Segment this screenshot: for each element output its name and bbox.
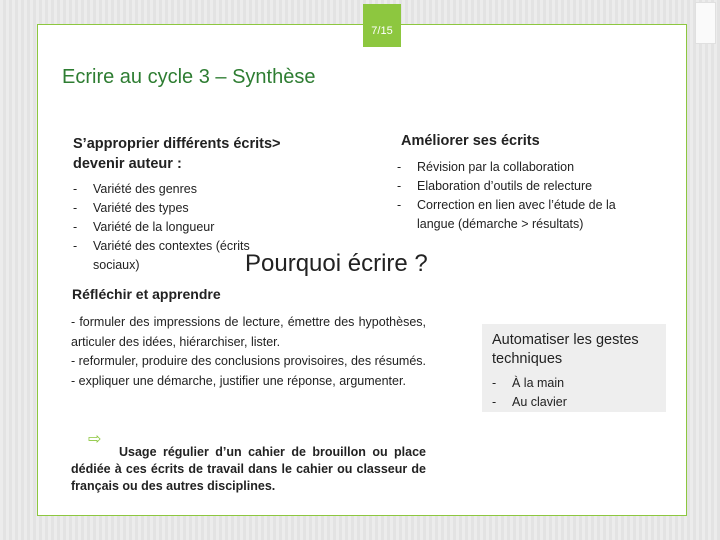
arrow-right-icon: ⇨ — [88, 431, 102, 448]
left-heading-line2: devenir auteur : — [73, 156, 182, 172]
usage-note: Usage régulier d’un cahier de brouillon ou place dédiée à ces écrits de travail dans le cahier ou classeur de français ou des autres disciplines. — [71, 445, 426, 493]
central-question: Pourquoi écrire ? — [245, 250, 428, 277]
list-item: - Révision par la collaboration — [397, 160, 575, 174]
slide-number: 7/15 — [371, 25, 393, 37]
reflechir-text — [71, 313, 426, 391]
reflechir-line: - formuler des impressions de lecture, émettre des hypothèses, articuler des idées, hiérarchiser, lister. — [71, 315, 426, 349]
list-item: - Au clavier — [492, 395, 567, 409]
slide-title: Ecrire au cycle 3 – Synthèse — [62, 66, 316, 88]
left-heading-line1: S’approprier différents écrits> — [73, 136, 281, 152]
list-item: - Variété des contextes (écrits sociaux) — [73, 239, 250, 272]
automatiser-list — [492, 374, 662, 412]
list-item: - Elaboration d’outils de relecture — [397, 179, 593, 193]
list-item: - Correction en lien avec l’étude de la langue (démarche > résultats) — [397, 198, 616, 231]
reflechir-heading: Réfléchir et apprendre — [72, 286, 221, 302]
corner-tab — [695, 2, 716, 44]
list-item: - Variété des genres — [73, 182, 197, 196]
reflechir-line: - reformuler, produire des conclusions provisoires, des résumés. — [71, 354, 427, 368]
reflechir-line: - expliquer une démarche, justifier une réponse, argumenter. — [71, 373, 406, 388]
list-item: - Variété des types — [73, 201, 189, 215]
right-heading: Améliorer ses écrits — [401, 133, 540, 149]
list-item: - Variété de la longueur — [73, 220, 215, 234]
right-list — [397, 158, 655, 234]
automatiser-heading: Automatiser les gestes techniques — [492, 332, 639, 367]
list-item: - À la main — [492, 376, 565, 390]
left-heading — [73, 134, 281, 174]
